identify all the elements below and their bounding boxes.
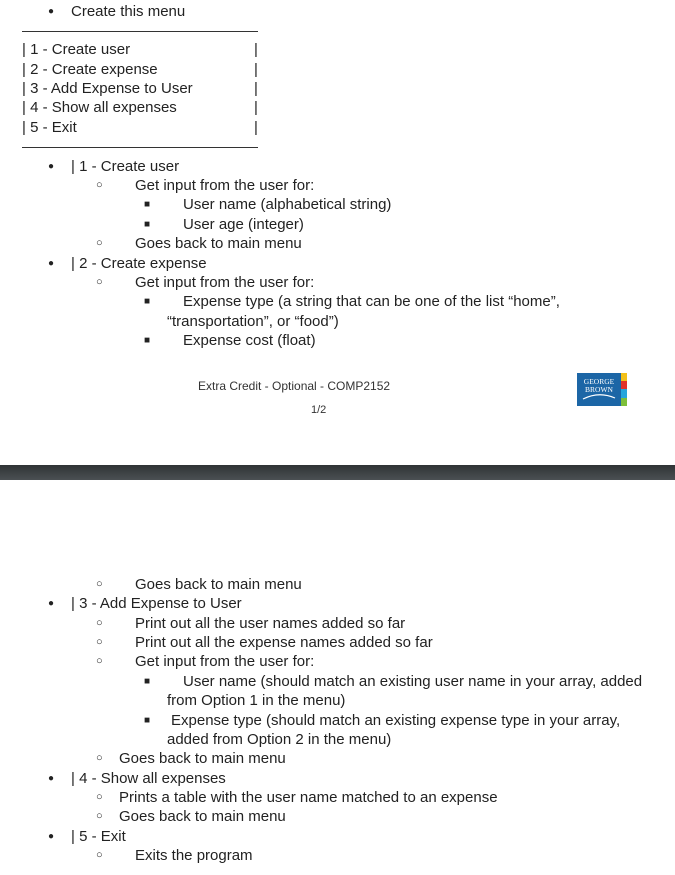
bullet-heading: ● Create this menu <box>71 2 185 21</box>
option-3-get-input: ○ Get input from the user for: <box>135 652 314 671</box>
option-3-back: ○ Goes back to main menu <box>119 749 286 768</box>
option-1-field-age: ■ User age (integer) <box>183 215 304 234</box>
menu-box-line-1: | 1 - Create user <box>22 41 131 58</box>
menu-box-line-4: | 4 - Show all expenses <box>22 99 177 116</box>
george-brown-logo <box>577 373 627 406</box>
option-2-get-input: ○ Get input from the user for: <box>135 273 314 292</box>
option-3-field-user: ■ User name (should match an existing user name in your array, added <box>183 672 642 691</box>
option-1-field-name: ■ User name (alphabetical string) <box>183 195 391 214</box>
option-2-back: ○ Goes back to main menu <box>135 575 302 594</box>
page-number: 1/2 <box>311 404 327 416</box>
menu-box-right-pipe: | <box>254 41 258 58</box>
page-separator <box>0 465 675 480</box>
document-page-2 <box>0 480 675 875</box>
menu-box-line-3: | 3 - Add Expense to User <box>22 80 193 97</box>
option-3-print-users: ○ Print out all the user names added so far <box>135 614 405 633</box>
option-4-back: ○ Goes back to main menu <box>119 807 286 826</box>
option-4-title: ● | 4 - Show all expenses <box>71 769 226 788</box>
menu-box-right-pipe: | <box>254 61 258 78</box>
option-2-field-type-cont: “transportation”, or “food”) <box>167 313 339 330</box>
option-3-field-expense: ■ Expense type (should match an existing expense type in your array, <box>171 711 620 730</box>
option-1-back: ○ Goes back to main menu <box>135 234 302 253</box>
menu-box-right-pipe: | <box>254 80 258 97</box>
logo-text-brown: BROWN <box>585 385 613 394</box>
menu-box-right-pipe: | <box>254 99 258 116</box>
option-1-title: ● | 1 - Create user <box>71 157 179 176</box>
menu-box-right-pipe: | <box>254 119 258 136</box>
option-4-print-table: ○ Prints a table with the user name matched to an expense <box>119 788 498 807</box>
menu-bottom-rule <box>22 147 258 148</box>
logo-text-george: GEORGE <box>583 377 615 386</box>
menu-box-line-5: | 5 - Exit <box>22 119 77 136</box>
option-3-field-user-cont: from Option 1 in the menu) <box>167 692 346 709</box>
option-2-field-type: ■ Expense type (a string that can be one of the list “home”, <box>183 292 560 311</box>
menu-top-rule <box>22 31 258 32</box>
page-footer: Extra Credit - Optional - COMP2152 <box>198 379 391 393</box>
option-3-print-expenses: ○ Print out all the expense names added so far <box>135 633 433 652</box>
menu-box-line-2: | 2 - Create expense <box>22 61 158 78</box>
option-2-title: ● | 2 - Create expense <box>71 254 207 273</box>
option-1-get-input: ○ Get input from the user for: <box>135 176 314 195</box>
option-2-field-cost: ■ Expense cost (float) <box>183 331 316 350</box>
option-5-title: ● | 5 - Exit <box>71 827 126 846</box>
option-5-exit: ○ Exits the program <box>135 846 253 865</box>
option-3-title: ● | 3 - Add Expense to User <box>71 594 242 613</box>
option-3-field-expense-cont: added from Option 2 in the menu) <box>167 731 392 748</box>
